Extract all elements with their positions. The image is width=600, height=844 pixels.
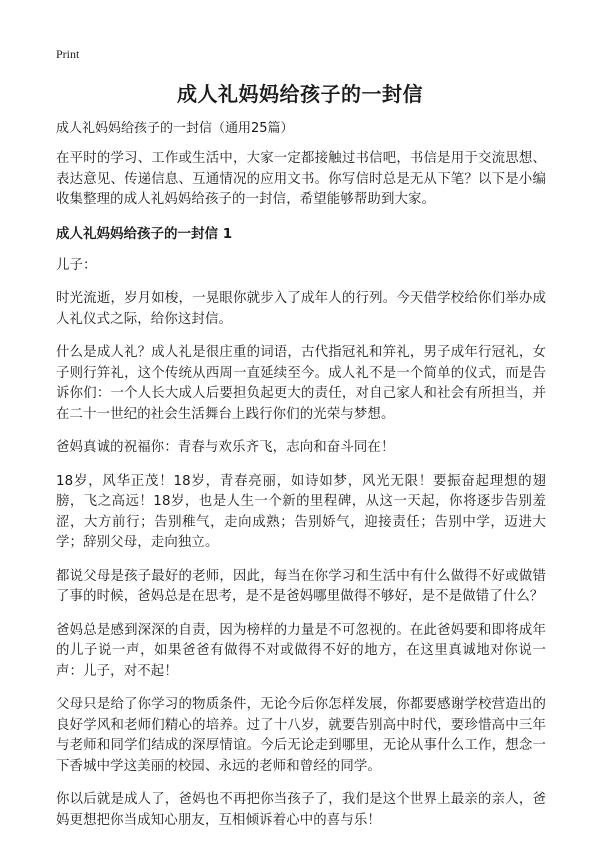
letter-paragraph: 父母只是给了你学习的物质条件，无论今后你怎样发展，你都要感谢学校营造出的良好学风和老师们精心的培养。过了十八岁，就要告别高中时代，要珍惜高中三年与老师和同学们结成的深厚情谊。今后无论走到哪里，无论从事什么工作，想念一下香城中学这美丽的校园、永远的老师和曾经的同学。 [56,697,546,774]
page-title: 成人礼妈妈给孩子的一封信 [177,82,423,106]
print-link[interactable]: Print [56,47,80,61]
letter-paragraph: 爸妈总是感到深深的自责，因为榜样的力量是不可忽视的。在此爸妈要和即将成年的儿子说一声，如果爸爸有做得不对或做得不好的地方，在这里真诚地对你说一声：儿子，对不起！ [56,622,546,679]
intro-paragraph: 在平时的学习、工作或生活中，大家一定都接触过书信吧，书信是用于交流思想、表达意见、传递信息、互通情况的应用文书。你写信时总是无从下笔？以下是小编收集整理的成人礼妈妈给孩子的一封信，希望能够帮助到大家。 [56,151,546,207]
letter-paragraph: 你以后就是成人了，爸妈也不再把你当孩子了，我们是这个世界上最亲的亲人，爸妈更想把你当成知心朋友，互相倾诉着心中的喜与乐！ [56,792,546,828]
letter-paragraph: 爸妈真诚的祝福你：青春与欢乐齐飞，志向和奋斗同在！ [56,440,395,455]
letter-paragraph: 什么是成人礼？成人礼是很庄重的词语，古代指冠礼和笄礼，男子成年行冠礼，女子则行笄礼，这个传统从西周一直延续至今。成人礼不是一个简单的仪式，而是告诉你们：一个人长大成人后要担负起更大的责任，对自己家人和社会有所担当，并在二十一世纪的社会生活舞台上践行你们的光荣与梦想。 [56,345,546,422]
letter-paragraph: 都说父母是孩子最好的老师，因此，每当在你学习和生活中有什么做得不好或做错了事的时候，爸妈总是在思考，是不是爸妈哪里做得不够好，是不是做错了什么？ [56,568,546,604]
letter-paragraph: 时光流逝，岁月如梭，一晃眼你就步入了成年人的行列。今天借学校给你们举办成人礼仪式之际，给你这封信。 [56,291,546,327]
letter-paragraph: 18岁，风华正茂！18岁，青春亮丽，如诗如梦，风光无限！要振奋起理想的翅膀，飞之高远！18岁，也是人生一个新的里程碑，从这一天起，你将逐步告别羞涩，大方前行；告别稚气，走向成熟；告别娇气，迎接责任；告别中学，迈进大学；辞别父母，走向独立。 [56,473,546,550]
article-subtitle: 成人礼妈妈给孩子的一封信（通用25篇） [56,121,294,136]
section-heading: 成人礼妈妈给孩子的一封信 1 [56,225,233,242]
article-body [56,119,546,844]
letter-salutation: 儿子： [56,257,97,273]
